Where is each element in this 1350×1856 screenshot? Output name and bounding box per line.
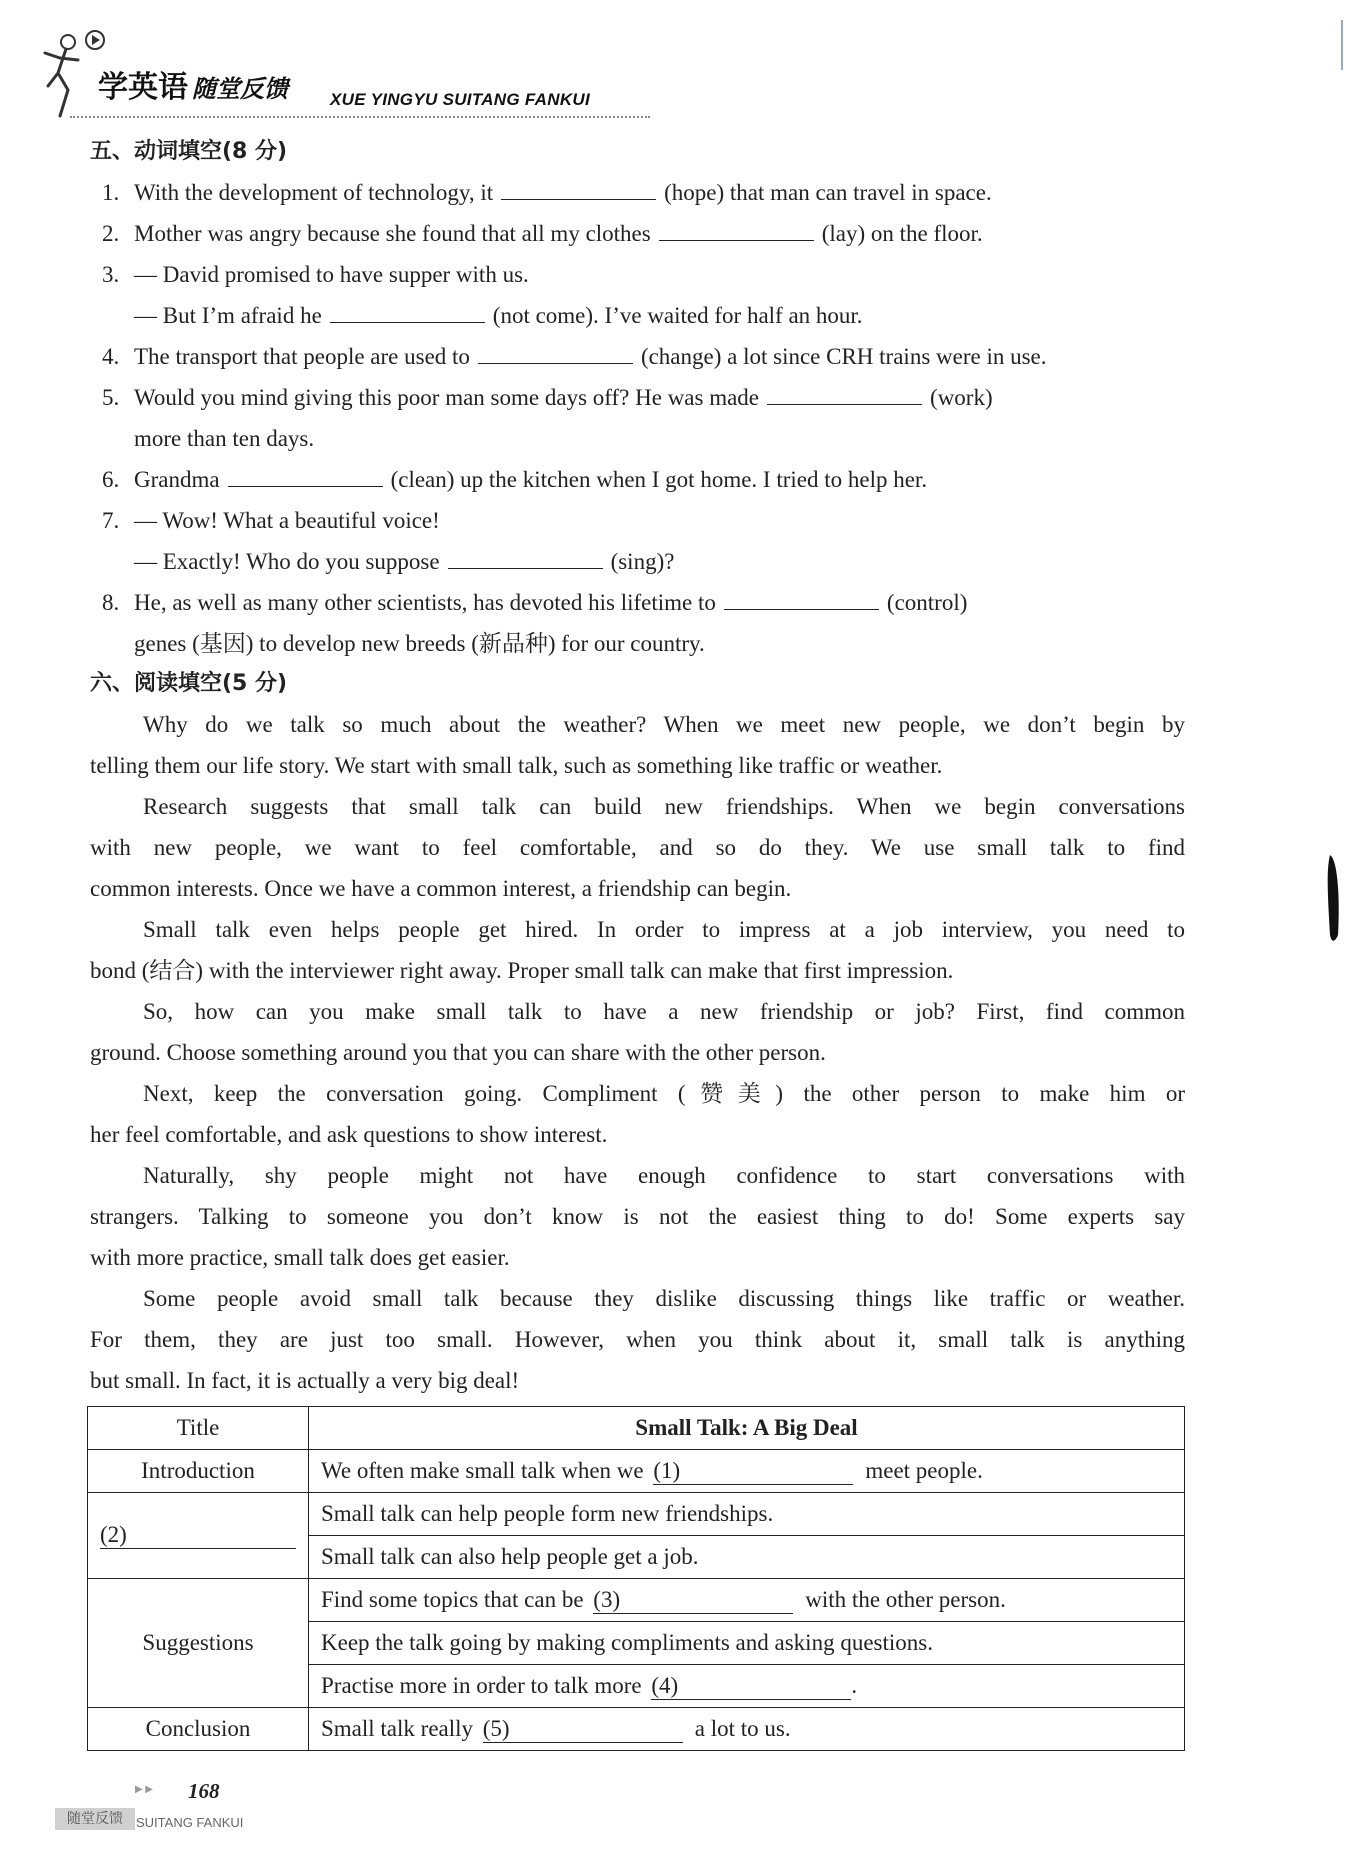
question-text: He, as well as many other scientists, has devoted his lifetime to — [134, 590, 716, 615]
cell-text: Find some topics that can be — [321, 1586, 584, 1612]
suggestion-3-cell — [309, 1665, 1185, 1708]
introduction-cell — [309, 1450, 1185, 1493]
title-value: Small Talk: A Big Deal — [309, 1407, 1185, 1450]
summary-table — [87, 1406, 1185, 1751]
question-8 — [90, 582, 1185, 664]
reading-paragraph — [90, 1155, 1185, 1278]
cell-text: Practise more in order to talk more — [321, 1672, 642, 1698]
question-text: (work) — [930, 385, 993, 410]
conclusion-cell — [309, 1708, 1185, 1751]
introduction-label: Introduction — [88, 1450, 309, 1493]
question-text: Would you mind giving this poor man some days off? He was made — [134, 385, 760, 410]
footer-pinyin: SUITANG FANKUI — [136, 1815, 244, 1830]
cell-text: . — [851, 1672, 858, 1698]
question-1 — [90, 172, 1185, 213]
paragraph-line: Research suggests that small talk can build new friendships. When we begin conversations — [143, 794, 1185, 819]
table-row — [88, 1493, 1185, 1536]
paragraph-line: her feel comfortable, and ask questions to show interest. — [90, 1122, 608, 1147]
cell-text: We often make small talk when we — [321, 1457, 644, 1483]
answer-blank[interactable] — [659, 216, 814, 241]
answer-blank[interactable] — [330, 298, 485, 323]
question-number: 7. — [102, 508, 120, 533]
page-number: 168 — [188, 1779, 220, 1803]
question-number: 1. — [102, 180, 120, 205]
runner-logo-icon — [30, 28, 105, 123]
header-divider — [70, 116, 650, 118]
question-text: (lay) on the floor. — [821, 221, 983, 246]
answer-blank[interactable] — [448, 544, 603, 569]
paragraph-line: with more practice, small talk does get easier. — [90, 1245, 510, 1270]
paragraph-line: So, how can you make small talk to have a new friendship or job? First, find common — [143, 999, 1185, 1024]
question-3 — [90, 254, 1185, 336]
answer-blank-2[interactable]: (2) — [100, 1522, 296, 1549]
question-text: Mother was angry because she found that all my clothes — [134, 221, 651, 246]
cell-text: Small talk really — [321, 1715, 474, 1741]
question-5 — [90, 377, 1185, 459]
answer-blank[interactable] — [724, 585, 879, 610]
paragraph-line: common interests. Once we have a common interest, a friendship can begin. — [90, 876, 792, 901]
cell-text: Small talk can also help people get a job. — [309, 1536, 1185, 1579]
paragraph-line: ground. Choose something around you that you can share with the other person. — [90, 1040, 826, 1065]
paragraph-line: bond (结合) with the interviewer right away. Proper small talk can make that first impression. — [90, 958, 954, 983]
question-text: (sing)? — [610, 549, 675, 574]
section5-title: 五、动词填空(8 分) — [90, 139, 288, 164]
page-arrow-icon: ▶ ▶ — [135, 1784, 153, 1795]
paragraph-line: For them, they are just too small. However, when you think about it, small talk is anything — [90, 1327, 1185, 1352]
cell-text: a lot to us. — [694, 1715, 791, 1741]
suggestion-1-cell — [309, 1579, 1185, 1622]
cell-text: Small talk can help people form new friendships. — [309, 1493, 1185, 1536]
table-row — [88, 1407, 1185, 1450]
section6-title: 六、阅读填空(5 分) — [90, 671, 288, 696]
question-7 — [90, 500, 1185, 582]
cell-text: with the other person. — [805, 1586, 1006, 1612]
question-number: 3. — [102, 262, 120, 287]
cell-text: meet people. — [865, 1457, 983, 1483]
question-text: — Wow! What a beautiful voice! — [134, 508, 440, 533]
answer-blank[interactable] — [478, 339, 633, 364]
question-text: Grandma — [134, 467, 220, 492]
reading-paragraph — [90, 909, 1185, 991]
reading-paragraph — [90, 786, 1185, 909]
title-label: Title — [88, 1407, 309, 1450]
question-text: The transport that people are used to — [134, 344, 470, 369]
question-text: more than ten days. — [134, 426, 315, 451]
reading-paragraph — [90, 1073, 1185, 1155]
reading-paragraph — [90, 1278, 1185, 1401]
blank-2-cell — [88, 1493, 309, 1579]
table-row — [88, 1708, 1185, 1751]
brand-sub-cn: 随堂反馈 — [192, 75, 288, 103]
question-text: — David promised to have supper with us. — [134, 262, 529, 287]
question-text: — Exactly! Who do you suppose — [134, 549, 440, 574]
answer-blank[interactable] — [228, 462, 383, 487]
question-4 — [90, 336, 1185, 377]
page-header — [30, 28, 670, 123]
question-text: (control) — [886, 590, 968, 615]
paragraph-line: telling them our life story. We start with small talk, such as something like traffic or weather. — [90, 753, 943, 778]
suggestions-label: Suggestions — [88, 1579, 309, 1708]
paragraph-line: Small talk even helps people get hired. In order to impress at a job interview, you need to — [143, 917, 1185, 942]
question-6 — [90, 459, 1185, 500]
answer-blank-1[interactable]: (1) — [653, 1458, 853, 1485]
answer-blank-4[interactable]: (4) — [651, 1673, 851, 1700]
answer-blank-3[interactable]: (3) — [593, 1587, 793, 1614]
reading-paragraph — [90, 991, 1185, 1073]
question-text: (hope) that man can travel in space. — [664, 180, 992, 205]
cell-text: Keep the talk going by making compliments and asking questions. — [309, 1622, 1185, 1665]
question-number: 4. — [102, 344, 120, 369]
question-text: (clean) up the kitchen when I got home. I tried to help her. — [390, 467, 928, 492]
paragraph-line: Some people avoid small talk because they dislike discussing things like traffic or weather. — [143, 1286, 1185, 1311]
question-text: genes (基因) to develop new breeds (新品种) for our country. — [134, 631, 705, 656]
conclusion-label: Conclusion — [88, 1708, 309, 1751]
scan-edge-mark-icon — [1310, 0, 1350, 1856]
answer-blank-5[interactable]: (5) — [483, 1716, 683, 1743]
paragraph-line: Next, keep the conversation going. Compliment (赞美) the other person to make him or — [143, 1081, 1185, 1106]
brand-cn: 学英语 — [98, 70, 188, 105]
brand-title — [98, 62, 288, 106]
footer-badge: 随堂反馈 — [55, 1808, 135, 1830]
brand-pinyin: XUE YINGYU SUITANG FANKUI — [330, 90, 591, 109]
reading-paragraph — [90, 704, 1185, 786]
paragraph-line: with new people, we want to feel comfortable, and so do they. We use small talk to find — [90, 835, 1185, 860]
question-2 — [90, 213, 1185, 254]
answer-blank[interactable] — [767, 380, 922, 405]
question-number: 2. — [102, 221, 120, 246]
question-text: (change) a lot since CRH trains were in use. — [640, 344, 1047, 369]
table-row — [88, 1450, 1185, 1493]
answer-blank[interactable] — [501, 175, 656, 200]
question-number: 8. — [102, 590, 120, 615]
table-row — [88, 1579, 1185, 1622]
question-number: 5. — [102, 385, 120, 410]
paragraph-line: Why do we talk so much about the weather? When we meet new people, we don’t begin by — [143, 712, 1185, 737]
paragraph-line: Naturally, shy people might not have enough confidence to start conversations with — [143, 1163, 1185, 1188]
question-text: With the development of technology, it — [134, 180, 494, 205]
question-text: — But I’m afraid he — [134, 303, 322, 328]
question-number: 6. — [102, 467, 120, 492]
paragraph-line: strangers. Talking to someone you don’t know is not the easiest thing to do! Some experts say — [90, 1204, 1185, 1229]
worksheet-content — [90, 132, 1185, 1401]
paragraph-line: but small. In fact, it is actually a very big deal! — [90, 1368, 520, 1393]
question-text: (not come). I’ve waited for half an hour. — [492, 303, 863, 328]
